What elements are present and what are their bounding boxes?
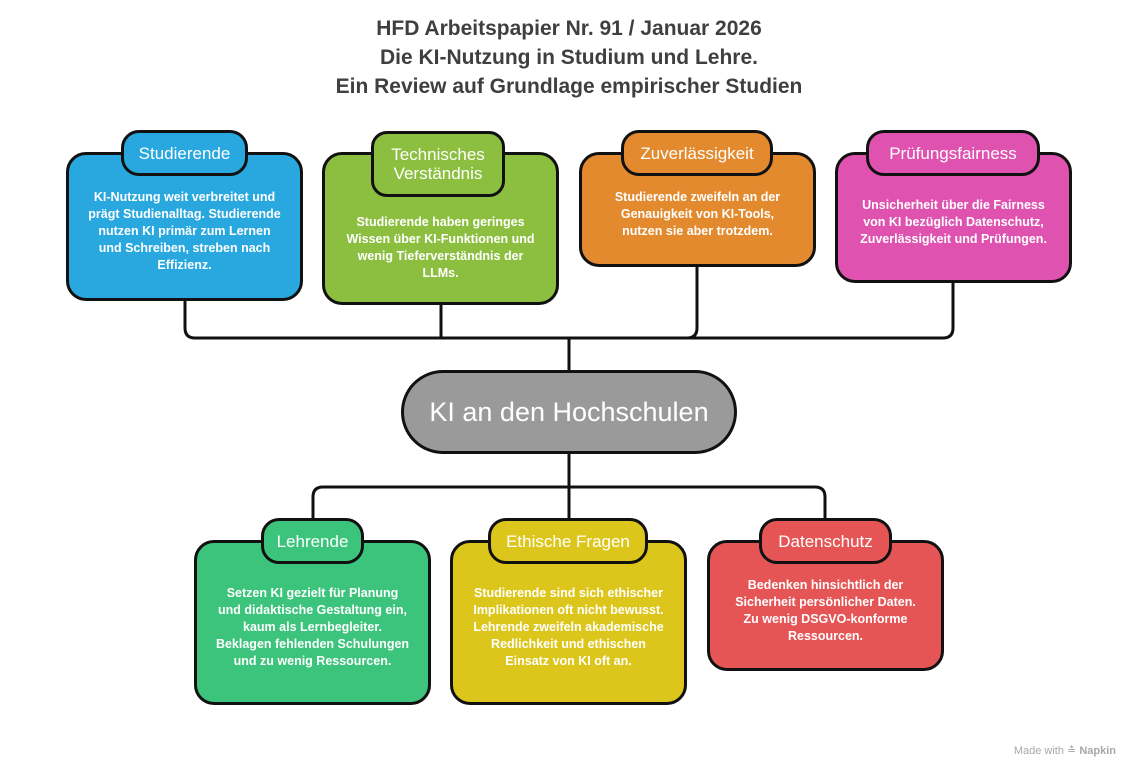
tab-datenschutz xyxy=(759,518,892,564)
title-line-2: Die KI-Nutzung in Studium und Lehre. xyxy=(380,46,758,69)
center-node-label: KI an den Hochschulen xyxy=(429,396,709,427)
footer-credit xyxy=(1014,744,1116,757)
card-zuverlaessigkeit-text: Studierende zweifeln an der Genauigkeit von KI-Tools, nutzen sie aber trotzdem. xyxy=(614,190,781,238)
tab-studierende xyxy=(121,130,248,176)
center-node xyxy=(401,370,737,454)
connector-zuverlaessigkeit xyxy=(687,265,697,338)
title-line-1: HFD Arbeitspapier Nr. 91 / Januar 2026 xyxy=(376,17,762,40)
card-ethische-fragen xyxy=(450,540,687,705)
tab-zuverlaessigkeit xyxy=(621,130,773,176)
card-lehrende xyxy=(194,540,431,705)
card-studierende-text: KI-Nutzung weit verbreitet und prägt Studienalltag. Studierende nutzen KI primär zum Lernen und Schreiben, streben nach Effizienz. xyxy=(88,190,281,272)
card-lehrende-text: Setzen KI gezielt für Planung und didaktische Gestaltung ein, kaum als Lernbegleiter. Beklagen fehlenden Schulungen und zu wenig Ressourcen. xyxy=(215,586,410,668)
tab-studierende-label: Studierende xyxy=(138,143,231,163)
tab-zuverlaessigkeit-label: Zuverlässigkeit xyxy=(640,143,754,163)
card-technisches-verstaendnis-text: Studierende haben geringes Wissen über KI-Funktionen und wenig Tieferverständnis der LLMs. xyxy=(346,214,535,280)
card-ethische-fragen-text: Studierende sind sich ethischer Implikationen oft nicht bewusst. Lehrende zweifeln akademische Redlichkeit und ethischen Einsatz von KI oft an. xyxy=(473,586,664,668)
tab-pruefungsfairness xyxy=(866,130,1040,176)
tab-lehrende-label: Lehrende xyxy=(276,531,349,551)
tab-lehrende xyxy=(261,518,364,564)
tab-ethische-fragen xyxy=(488,518,648,564)
card-pruefungsfairness-text: Unsicherheit über die Fairness von KI bezüglich Datenschutz, Zuverlässigkeit und Prüfungen. xyxy=(860,198,1047,246)
footer-brand: Napkin xyxy=(1079,745,1116,757)
tab-datenschutz-label: Datenschutz xyxy=(778,531,873,551)
tab-ethische-fragen-label: Ethische Fragen xyxy=(506,531,630,551)
connector-studierende xyxy=(185,300,569,338)
tab-technisches-verstaendnis-label: Technisches Verständnis xyxy=(391,145,485,183)
footer-prefix: Made with xyxy=(1013,745,1064,757)
connector-pruefungsfairness xyxy=(560,280,953,338)
title-line-3: Ein Review auf Grundlage empirischer Studien xyxy=(335,75,803,98)
card-datenschutz-text: Bedenken hinsichtlich der Sicherheit persönlicher Daten. Zu wenig DSGVO-konforme Ressourcen. xyxy=(735,577,916,643)
tab-pruefungsfairness-label: Prüfungsfairness xyxy=(889,143,1017,163)
tab-technisches-verstaendnis xyxy=(371,131,505,197)
napkin-logo-icon: ≛ xyxy=(1067,745,1077,757)
